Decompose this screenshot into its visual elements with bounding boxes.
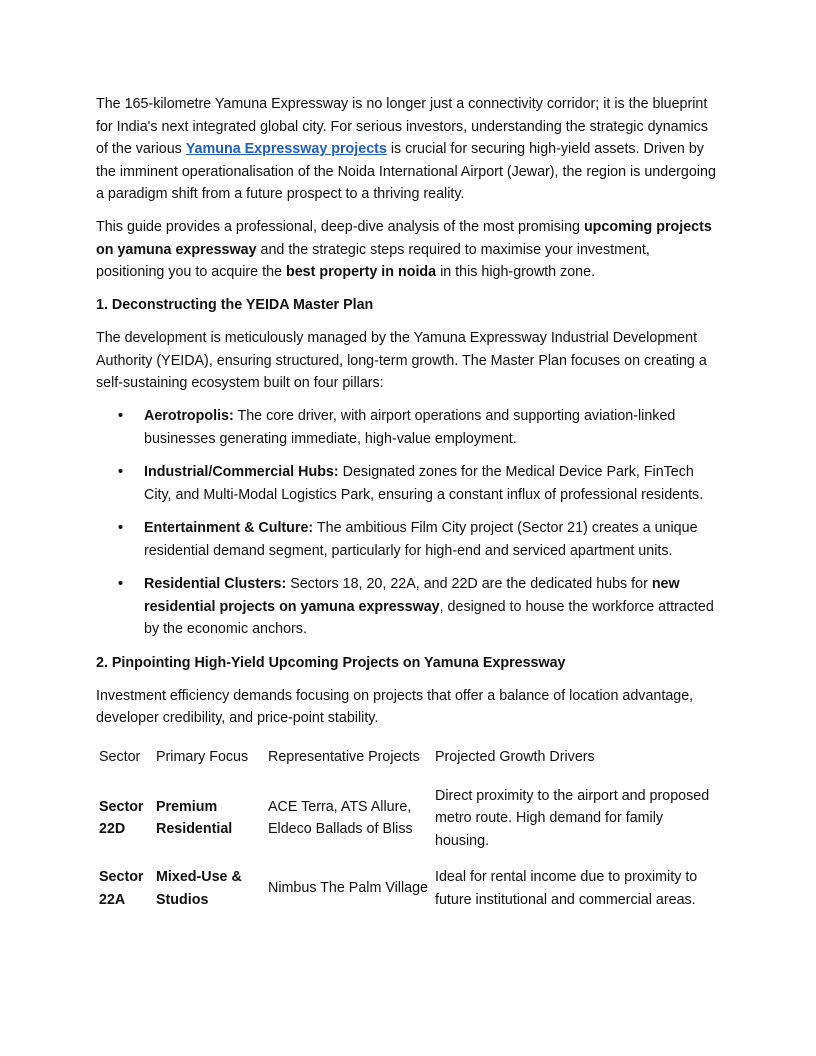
bullet-bold-new-residential: new residential projects on yamuna expressway — [144, 576, 680, 615]
intro-text: The 165-kilometre Yamuna Expressway is no longer just a connectivity corridor; it is the blueprint for India's next integrated global city. For serious investors, understanding the strategic dynamics of the various — [96, 96, 708, 157]
cell-focus: Mixed-Use & Studios — [156, 869, 242, 908]
cell-sector: Sector 22A — [99, 869, 144, 908]
table-row — [96, 779, 720, 861]
bullet-text: The core driver, with airport operations and supporting aviation-linked businesses generating immediate, high-value employment. — [144, 408, 676, 447]
intro-paragraph-2 — [96, 216, 720, 284]
bullet-title: Entertainment & Culture: — [144, 520, 314, 536]
bullet-text: Designated zones for the Medical Device Park, FinTech City, and Multi-Modal Logistics Park, ensuring a constant influx of professional residents. — [144, 464, 704, 503]
cell-focus: Premium Residential — [156, 798, 233, 838]
section1-paragraph: The development is meticulously managed by the Yamuna Expressway Industrial Development Authority (YEIDA), ensuring structured, long-term growth. The Master Plan focuses on creating a self-sustaining ecosystem built on four pillars: — [96, 330, 707, 391]
bullet-title: Industrial/Commercial Hubs: — [144, 464, 339, 480]
table-header-row — [96, 740, 720, 779]
cell-projects: Nimbus The Palm Village — [268, 880, 428, 897]
document-page — [96, 93, 720, 919]
header-primary-focus: Primary Focus — [156, 749, 249, 765]
cell-drivers: Ideal for rental income due to proximity to future institutional and commercial areas. — [435, 869, 698, 908]
bullet-title: Aerotropolis: — [144, 408, 234, 424]
intro2-bold-upcoming-projects: upcoming projects on yamuna expressway — [96, 219, 712, 258]
table-row — [96, 860, 720, 919]
bullet-tail: , designed to house the workforce attracted by the economic anchors. — [144, 598, 714, 637]
header-growth-drivers: Projected Growth Drivers — [435, 749, 595, 765]
intro2-bold-best-property: best property in noida — [285, 264, 437, 280]
bullet-title: Residential Clusters: — [144, 576, 287, 592]
header-sector: Sector — [99, 749, 141, 765]
projects-table — [96, 740, 720, 919]
section2-heading: 2. Pinpointing High-Yield Upcoming Projects on Yamuna Expressway — [96, 654, 566, 671]
cell-sector: Sector 22D — [99, 798, 144, 838]
bullet-icon: • — [118, 576, 124, 592]
intro-text-continued: is crucial for securing high-yield assets. Driven by the imminent operationalisation of the Noida International Airport (Jewar), the region is undergoing a paradigm shift from a future prospect to a thriving reality. — [96, 141, 716, 202]
intro2-text-e: in this high-growth zone. — [436, 264, 596, 280]
cell-drivers: Direct proximity to the airport and proposed metro route. High demand for family housing. — [435, 787, 710, 849]
intro2-text-a: This guide provides a professional, deep-dive analysis of the most promising — [96, 219, 584, 235]
section2-paragraph: Investment efficiency demands focusing on projects that offer a balance of location advantage, developer credibility, and price-point stability. — [96, 687, 694, 726]
list-item — [96, 461, 720, 506]
list-item — [96, 573, 720, 641]
list-item — [96, 405, 720, 450]
pillars-list — [96, 405, 720, 641]
header-representative-projects: Representative Projects — [268, 749, 420, 765]
bullet-icon: • — [118, 464, 124, 480]
section1-heading: 1. Deconstructing the YEIDA Master Plan — [96, 297, 374, 313]
intro-paragraph-1 — [96, 93, 720, 206]
bullet-icon: • — [118, 408, 124, 424]
intro2-text-c: and the strategic steps required to maximise your investment, positioning you to acquire the — [96, 241, 650, 280]
bullet-text: Sectors 18, 20, 22A, and 22D are the dedicated hubs for — [286, 576, 652, 592]
bullet-text: The ambitious Film City project (Sector 21) creates a unique residential demand segment, particularly for high-end and serviced apartment units. — [144, 520, 698, 559]
list-item — [96, 517, 720, 562]
yamuna-expressway-projects-link[interactable]: Yamuna Expressway projects — [185, 141, 387, 157]
cell-projects: ACE Terra, ATS Allure, Eldeco Ballads of Bliss — [268, 798, 413, 838]
bullet-icon: • — [118, 520, 124, 536]
